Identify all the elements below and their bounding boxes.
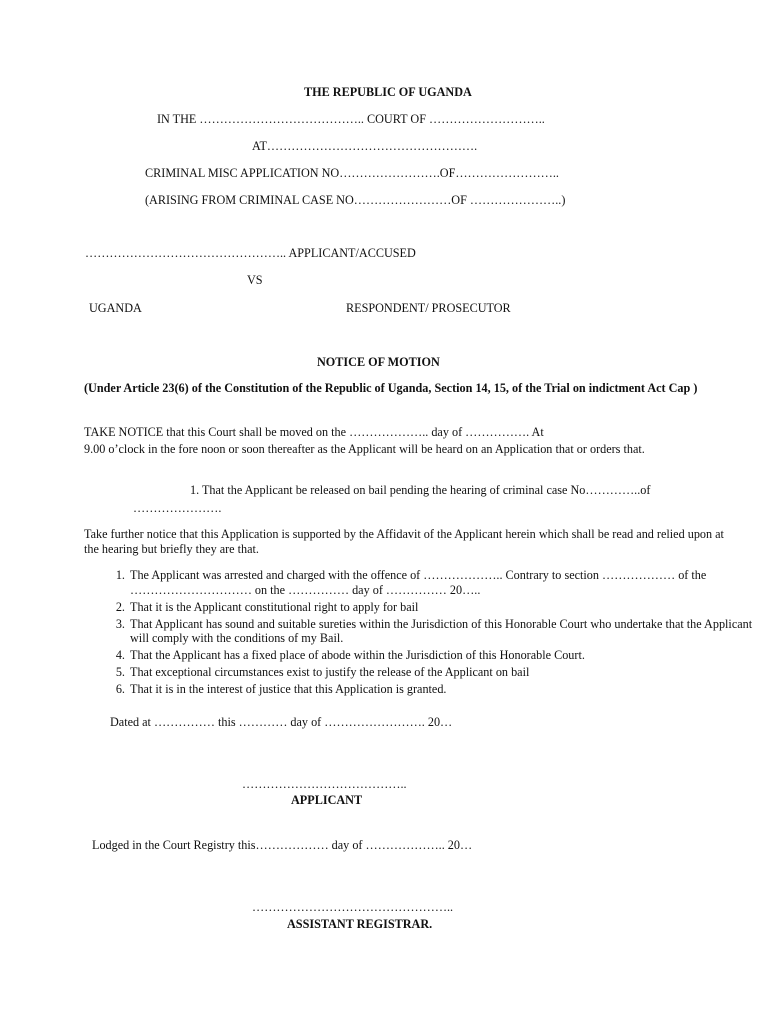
registrar-signature-label: ASSISTANT REGISTRAR. [287, 917, 433, 931]
applicant-signature-line: ………………………………….. [242, 777, 407, 791]
list-item: 1. The Applicant was arrested and charged with the offence of ……………….. Contrary to section ……………… of the ………………………… on the …………… day of …………… 20….. [128, 568, 768, 597]
statutory-authority: (Under Article 23(6) of the Constitution of the Republic of Uganda, Section 14, 15, of the Trial on indictment Act Cap ) [84, 381, 698, 395]
take-notice-line: TAKE NOTICE that this Court shall be moved on the ……………….. day of ……………. At [84, 425, 544, 439]
order-item-continuation: …………………. [133, 501, 222, 515]
lodged-line: Lodged in the Court Registry this……………… day of ……………….. 20… [92, 838, 473, 852]
further-notice-paragraph: Take further notice that this Application is supported by the Affidavit of the Applicant herein which shall be read and relied upon at the hearing but briefly they are that. [84, 527, 724, 556]
registrar-signature-line: ………………………………………….. [252, 900, 454, 914]
respondent-role: RESPONDENT/ PROSECUTOR [346, 301, 511, 315]
court-location-line: AT……………………………………………. [252, 139, 478, 153]
applicant-party-line: ………………………………………….. APPLICANT/ACCUSED [85, 246, 416, 260]
list-item: 5. That exceptional circumstances exist to justify the release of the Applicant on bail [128, 665, 768, 680]
republic-heading: THE REPUBLIC OF UGANDA [304, 85, 472, 99]
list-item: 3. That Applicant has sound and suitable sureties within the Jurisdiction of this Honorable Court who undertake that the Applicant will comply with the conditions of my Bail. [128, 617, 768, 646]
order-item: 1. That the Applicant be released on bail pending the hearing of criminal case No…………..of [190, 483, 651, 497]
notice-title: NOTICE OF MOTION [317, 355, 440, 369]
court-line: IN THE ………………………………….. COURT OF ……………………….. [157, 112, 545, 126]
hearing-time-paragraph: 9.00 o’clock in the fore noon or soon thereafter as the Applicant will be heard on an Application that or orders that. [84, 442, 645, 456]
respondent-name: UGANDA [89, 301, 142, 315]
application-number-line: CRIMINAL MISC APPLICATION NO…………………….OF…………………….. [145, 166, 559, 180]
arising-from-line: (ARISING FROM CRIMINAL CASE NO……………………OF …………………..) [145, 193, 566, 207]
list-item: 4. That the Applicant has a fixed place of abode within the Jurisdiction of this Honorable Court. [128, 648, 768, 663]
dated-line: Dated at …………… this ………… day of ……………………. 20… [110, 715, 453, 729]
applicant-signature-label: APPLICANT [291, 793, 363, 807]
versus-label: VS [247, 273, 263, 287]
list-item: 6. That it is in the interest of justice that this Application is granted. [128, 682, 768, 697]
grounds-list [84, 568, 768, 699]
list-item: 2. That it is the Applicant constitutional right to apply for bail [128, 600, 768, 615]
